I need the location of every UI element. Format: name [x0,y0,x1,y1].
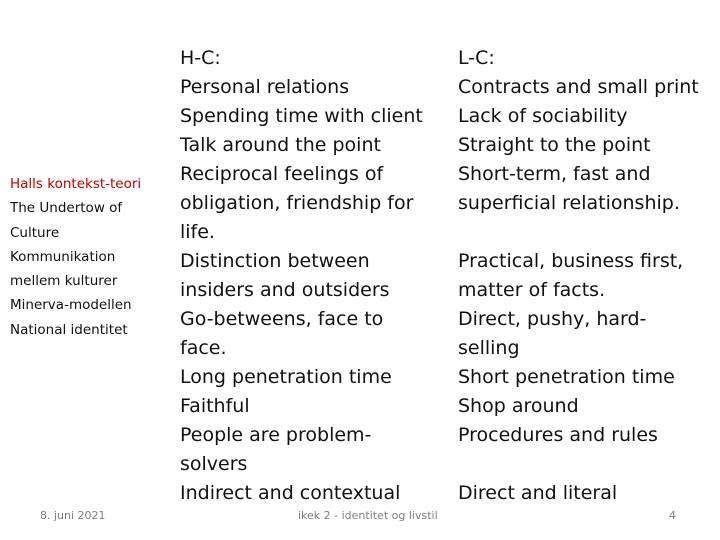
footer-date: 8. juni 2021 [40,509,106,522]
lc-line: Short penetration time [458,366,675,388]
hc-line: face. [180,337,227,359]
sidebar-nav [10,172,165,342]
low-context-column [458,44,699,508]
lc-line: Practical, business first, [458,250,684,272]
slide-number: 4 [669,509,676,522]
hc-line: Indirect and contextual [180,482,401,504]
hc-line: People are problem- [180,424,372,446]
nav-item-kommunikation-line1[interactable]: Kommunikation [10,248,116,265]
lc-line: selling [458,337,520,359]
lc-line: superficial relationship. [458,192,680,214]
hc-line: Faithful [180,395,250,417]
nav-item-kommunikation-line2[interactable]: mellem kulturer [10,273,118,290]
lc-line: Direct and literal [458,482,618,504]
lc-line: Short-term, fast and [458,163,651,185]
lc-line: Procedures and rules [458,424,658,446]
hc-heading: H-C: [180,47,221,69]
lc-heading: L-C: [458,47,495,69]
hc-line: Distinction between [180,250,370,272]
lc-line: Shop around [458,395,579,417]
hc-line: life. [180,221,215,243]
hc-line: Talk around the point [180,134,381,156]
high-context-column [180,44,423,508]
hc-line: Personal relations [180,76,350,98]
nav-item-minerva-modellen[interactable]: Minerva-modellen [10,297,132,314]
hc-line: Long penetration time [180,366,392,388]
hc-line: obligation, friendship for [180,192,414,214]
lc-spacer [458,218,699,247]
hc-line: solvers [180,453,248,475]
hc-line: Reciprocal feelings of [180,163,384,185]
nav-item-undertow-line2[interactable]: Culture [10,224,60,241]
hc-line: insiders and outsiders [180,279,390,301]
lc-line: Contracts and small print [458,76,699,98]
nav-item-halls-kontekst-teori[interactable]: Halls kontekst-teori [10,176,142,192]
lc-spacer [458,450,699,479]
footer-title: ikek 2 - identitet og livstil [298,509,438,522]
nav-item-undertow-line1[interactable]: The Undertow of [10,200,123,217]
hc-line: Go-betweens, face to [180,308,384,330]
nav-item-national-identitet[interactable]: National identitet [10,321,128,338]
lc-line: Straight to the point [458,134,651,156]
lc-line: Lack of sociability [458,105,628,127]
hc-line: Spending time with client [180,105,423,127]
lc-line: Direct, pushy, hard- [458,308,647,330]
lc-line: matter of facts. [458,279,606,301]
